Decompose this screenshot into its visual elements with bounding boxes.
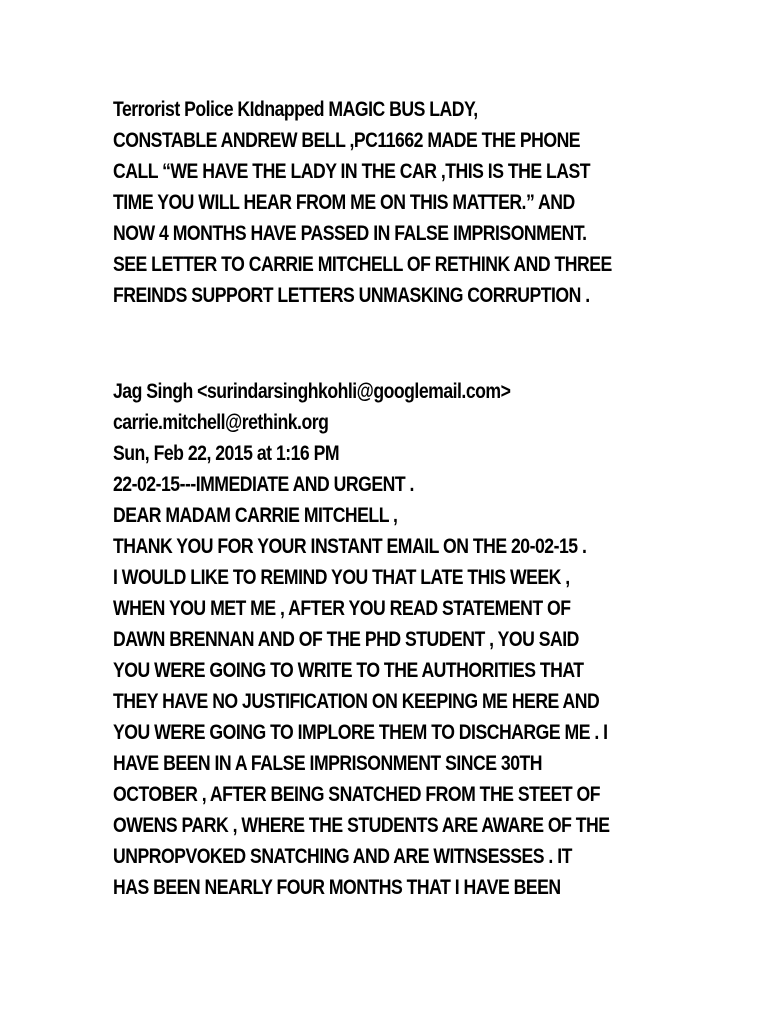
email-body-line: DAWN BRENNAN AND OF THE PHD STUDENT , YOU SAID: [113, 628, 579, 651]
email-body-line: THEY HAVE NO JUSTIFICATION ON KEEPING ME HERE AND: [113, 690, 600, 713]
intro-line: SEE LETTER TO CARRIE MITCHELL OF RETHINK AND THREE: [113, 253, 612, 276]
email-body-line: HAVE BEEN IN A FALSE IMPRISONMENT SINCE 30TH: [113, 752, 543, 775]
email-to: carrie.mitchell@rethink.org: [113, 411, 329, 434]
email-greeting: DEAR MADAM CARRIE MITCHELL ,: [113, 504, 398, 527]
email-body-line: OWENS PARK , WHERE THE STUDENTS ARE AWARE OF THE: [113, 814, 610, 837]
intro-line: CALL “WE HAVE THE LADY IN THE CAR ,THIS IS THE LAST: [113, 160, 591, 183]
email-subject: 22-02-15---IMMEDIATE AND URGENT .: [113, 473, 414, 496]
email-body-line: YOU WERE GOING TO IMPLORE THEM TO DISCHARGE ME . I: [113, 721, 608, 744]
intro-line: Terrorist Police KIdnapped MAGIC BUS LADY,: [113, 98, 478, 121]
email-body-line: THANK YOU FOR YOUR INSTANT EMAIL ON THE 20-02-15 .: [113, 535, 587, 558]
email-body-line: I WOULD LIKE TO REMIND YOU THAT LATE THIS WEEK ,: [113, 566, 570, 589]
email-from: Jag Singh <surindarsinghkohli@googlemail.com>: [113, 380, 511, 403]
email-body-line: OCTOBER , AFTER BEING SNATCHED FROM THE STEET OF: [113, 783, 601, 806]
email-section: [113, 376, 673, 903]
email-body-line: UNPROPVOKED SNATCHING AND ARE WITNSESSES . IT: [113, 845, 572, 868]
intro-line: NOW 4 MONTHS HAVE PASSED IN FALSE IMPRISONMENT.: [113, 222, 587, 245]
intro-line: FREINDS SUPPORT LETTERS UNMASKING CORRUPTION .: [113, 284, 590, 307]
intro-paragraph: [113, 94, 673, 311]
email-body-line: YOU WERE GOING TO WRITE TO THE AUTHORITIES THAT: [113, 659, 584, 682]
email-date: Sun, Feb 22, 2015 at 1:16 PM: [113, 442, 340, 465]
intro-line: TIME YOU WILL HEAR FROM ME ON THIS MATTER.” AND: [113, 191, 575, 214]
intro-line: CONSTABLE ANDREW BELL ,PC11662 MADE THE PHONE: [113, 129, 581, 152]
email-body-line: WHEN YOU MET ME , AFTER YOU READ STATEMENT OF: [113, 597, 571, 620]
email-body-line: HAS BEEN NEARLY FOUR MONTHS THAT I HAVE BEEN: [113, 876, 561, 899]
